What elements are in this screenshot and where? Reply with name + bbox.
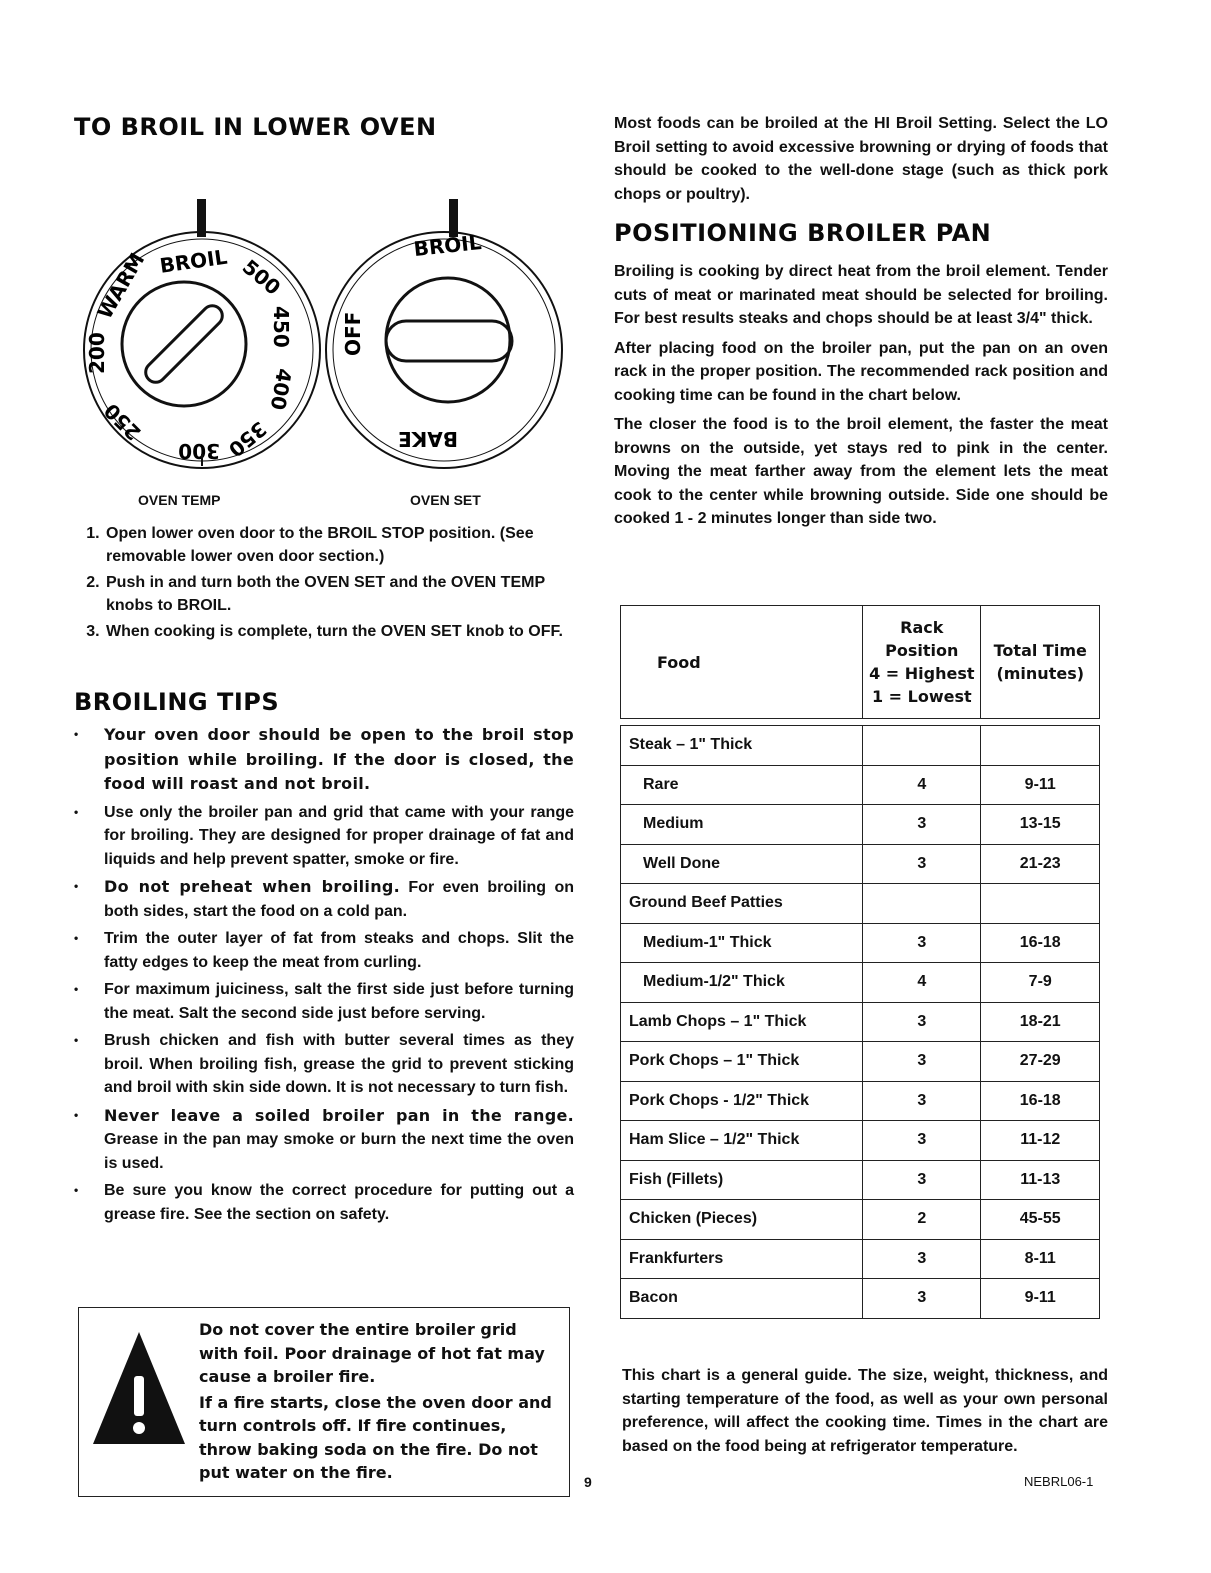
knobs-illustration: [74, 154, 574, 474]
tip-item: [74, 1029, 574, 1100]
table-row: [621, 726, 1100, 766]
page-number: 9: [584, 1474, 592, 1490]
tip-text: Use only the broiler pan and grid that came with your range for broiling. They are designed for proper drainage of fat and liquids and help prevent spatter, smoke or fire.: [104, 803, 574, 868]
cell-rack-position: [863, 884, 981, 924]
warning-triangle-icon: [91, 1328, 187, 1448]
left-column: [74, 112, 574, 1230]
broiling-tips-list: [74, 723, 574, 1226]
cell-food: Pork Chops – 1" Thick: [621, 1042, 863, 1082]
body-paragraph: Broiling is cooking by direct heat from the broil element. Tender cuts of meat or marinated meat should be selected for broiling. For best results steaks and chops should be at least 3/4" thick.: [614, 263, 1108, 327]
cell-total-time: 45-55: [981, 1200, 1100, 1240]
header-rack-line: Rack: [900, 618, 944, 637]
cell-rack-position: 4: [863, 963, 981, 1003]
cell-rack-position: 3: [863, 1239, 981, 1279]
header-rack-line: 4 = Highest: [869, 664, 975, 683]
table-row: [621, 963, 1100, 1003]
step-item: 1. Open lower oven door to the BROIL STOP position. (See removable lower oven door section.): [104, 522, 574, 568]
tip-text: For even broiling on both sides, start the food on a cold pan.: [104, 879, 574, 920]
cell-rack-position: 3: [863, 1121, 981, 1161]
cell-total-time: 16-18: [981, 1081, 1100, 1121]
warning-line: If a fire starts, close the oven door and turn controls off. If fire continues, throw baking soda on the fire. Do not put water on the fire.: [199, 1392, 552, 1482]
section-heading-broil-lower-oven: TO BROIL IN LOWER OVEN: [74, 113, 437, 141]
step-item: 3. When cooking is complete, turn the OVEN SET knob to OFF.: [104, 620, 574, 643]
temp-mark-broil: BROIL: [158, 244, 229, 278]
cell-total-time: 8-11: [981, 1239, 1100, 1279]
tip-bold: Do not preheat when broiling.: [104, 877, 401, 896]
set-mark-broil: BROIL: [412, 230, 483, 262]
temp-mark-350: 350: [223, 416, 272, 462]
tip-text: Trim the outer layer of fat from steaks and chops. Slit the fatty edges to keep the meat from curling.: [104, 930, 574, 971]
header-food: Food: [621, 606, 863, 719]
tip-text: Be sure you know the correct procedure for putting out a grease fire. See the section on safety.: [104, 1182, 574, 1223]
tip-bold: Never leave a soiled broiler pan in the range.: [104, 1105, 574, 1125]
header-separator: [621, 719, 1100, 726]
cell-total-time: [981, 726, 1100, 766]
cell-food: Fish (Fillets): [621, 1160, 863, 1200]
document-code: NEBRL06-1: [1024, 1474, 1094, 1489]
cell-total-time: 7-9: [981, 963, 1100, 1003]
body-paragraph: The closer the food is to the broil element, the faster the meat browns on the outside, yet stays red to pink in the center. Moving the meat farther away from the element lets the meat cook to the center while browning outside. Side one should be cooked 1 - 2 minutes longer than side two.: [614, 416, 1108, 527]
cell-food: Chicken (Pieces): [621, 1200, 863, 1240]
warning-line: Do not cover the entire broiler grid with foil. Poor drainage of hot fat may cause a broiler fire.: [199, 1320, 545, 1386]
cell-food: Medium: [621, 805, 863, 845]
set-mark-off: OFF: [341, 311, 365, 356]
table-row: [621, 805, 1100, 845]
step-item: 2. Push in and turn both the OVEN SET and the OVEN TEMP knobs to BROIL.: [104, 571, 574, 617]
knob-diagram: [74, 154, 574, 508]
temp-mark-300: 300: [178, 439, 220, 463]
cell-total-time: 16-18: [981, 923, 1100, 963]
header-rack-position: [863, 606, 981, 719]
cell-rack-position: 3: [863, 1081, 981, 1121]
table-row: [621, 765, 1100, 805]
cell-food: Well Done: [621, 844, 863, 884]
temp-mark-450: 450: [269, 306, 293, 348]
cell-rack-position: 3: [863, 1279, 981, 1319]
header-total-time: [981, 606, 1100, 719]
cell-total-time: 11-13: [981, 1160, 1100, 1200]
table-row: [621, 844, 1100, 884]
cell-food: Rare: [621, 765, 863, 805]
cell-total-time: 9-11: [981, 765, 1100, 805]
tip-text: Grease in the pan may smoke or burn the next time the oven is used.: [104, 1131, 574, 1172]
tip-item: [74, 875, 574, 923]
cell-rack-position: 3: [863, 844, 981, 884]
cell-total-time: 27-29: [981, 1042, 1100, 1082]
cell-food: Bacon: [621, 1279, 863, 1319]
temp-mark-500: 500: [237, 254, 286, 300]
tip-bold: Your oven door should be open to the broil stop position while broiling. If the door is closed, the food will roast and not broil.: [104, 725, 574, 793]
cell-rack-position: 3: [863, 805, 981, 845]
cell-food: Pork Chops - 1/2" Thick: [621, 1081, 863, 1121]
temp-mark-400: 400: [265, 366, 297, 412]
cell-total-time: 9-11: [981, 1279, 1100, 1319]
oven-set-knob: [326, 199, 562, 468]
cell-total-time: [981, 884, 1100, 924]
table-row: [621, 1239, 1100, 1279]
cell-rack-position: 3: [863, 1042, 981, 1082]
temp-mark-250: 250: [99, 398, 146, 446]
cell-food: Ground Beef Patties: [621, 884, 863, 924]
cell-rack-position: [863, 726, 981, 766]
body-paragraph: After placing food on the broiler pan, put the pan on an oven rack in the proper position. The recommended rack position and cooking time can be found in the chart below.: [614, 339, 1108, 404]
table-row: [621, 1279, 1100, 1319]
table-row: [621, 1121, 1100, 1161]
warning-text: [199, 1318, 561, 1487]
temp-mark-warm: WARM: [92, 248, 150, 323]
tip-item: [74, 723, 574, 797]
cell-total-time: 18-21: [981, 1002, 1100, 1042]
tip-item: [74, 978, 574, 1025]
cell-food: Frankfurters: [621, 1239, 863, 1279]
fire-warning-box: [78, 1307, 570, 1497]
cell-rack-position: 3: [863, 923, 981, 963]
temp-mark-200: 200: [85, 332, 109, 374]
broil-chart-table: [620, 605, 1100, 1319]
tip-item: [74, 1104, 574, 1176]
table-row: [621, 1200, 1100, 1240]
cell-food: Ham Slice – 1/2" Thick: [621, 1121, 863, 1161]
cell-food: Steak – 1" Thick: [621, 726, 863, 766]
tip-text: Brush chicken and fish with butter several times as they broil. When broiling fish, grease the grid to prevent sticking and broil with skin side down. It is not necessary to turn fish.: [104, 1032, 574, 1096]
table-row: [621, 1002, 1100, 1042]
table-row: [621, 923, 1100, 963]
set-mark-bake: BAKE: [398, 427, 458, 451]
section-heading-broiling-tips: BROILING TIPS: [74, 688, 280, 716]
header-time-line: Total Time: [993, 641, 1087, 660]
broil-steps-list: [74, 522, 574, 643]
table-row: [621, 884, 1100, 924]
right-column: [614, 112, 1108, 537]
header-rack-line: 1 = Lowest: [871, 687, 972, 706]
tip-item: [74, 801, 574, 872]
cell-food: Medium-1/2" Thick: [621, 963, 863, 1003]
oven-set-label: OVEN SET: [410, 492, 481, 508]
intro-paragraph: Most foods can be broiled at the HI Broil Setting. Select the LO Broil setting to avoid excessive browning or drying of foods that should be cooked to the well-done stage (such as thick pork chops or poultry).: [614, 115, 1108, 203]
oven-temp-label: OVEN TEMP: [138, 492, 221, 508]
table-row: [621, 1081, 1100, 1121]
cell-rack-position: 2: [863, 1200, 981, 1240]
tip-text: For maximum juiciness, salt the first side just before turning the meat. Salt the second side just before serving.: [104, 981, 574, 1022]
oven-temp-knob: [84, 199, 320, 468]
section-heading-positioning-broiler-pan: POSITIONING BROILER PAN: [614, 219, 992, 247]
cell-food: Medium-1" Thick: [621, 923, 863, 963]
cell-total-time: 11-12: [981, 1121, 1100, 1161]
chart-footnote: This chart is a general guide. The size, weight, thickness, and starting temperature of the food, as well as your own personal preference, will affect the cooking time. Times in the chart are based on the food being at refrigerator temperature.: [622, 1367, 1108, 1455]
table-body: [621, 726, 1100, 1319]
header-time-line: (minutes): [996, 664, 1085, 683]
cell-total-time: 13-15: [981, 805, 1100, 845]
tip-item: [74, 927, 574, 974]
header-rack-line: Position: [885, 641, 959, 660]
table-header-row: [621, 606, 1100, 719]
cell-rack-position: 4: [863, 765, 981, 805]
cell-food: Lamb Chops – 1" Thick: [621, 1002, 863, 1042]
table-row: [621, 1160, 1100, 1200]
table-row: [621, 1042, 1100, 1082]
cell-rack-position: 3: [863, 1160, 981, 1200]
cell-rack-position: 3: [863, 1002, 981, 1042]
tip-item: [74, 1179, 574, 1226]
cell-total-time: 21-23: [981, 844, 1100, 884]
